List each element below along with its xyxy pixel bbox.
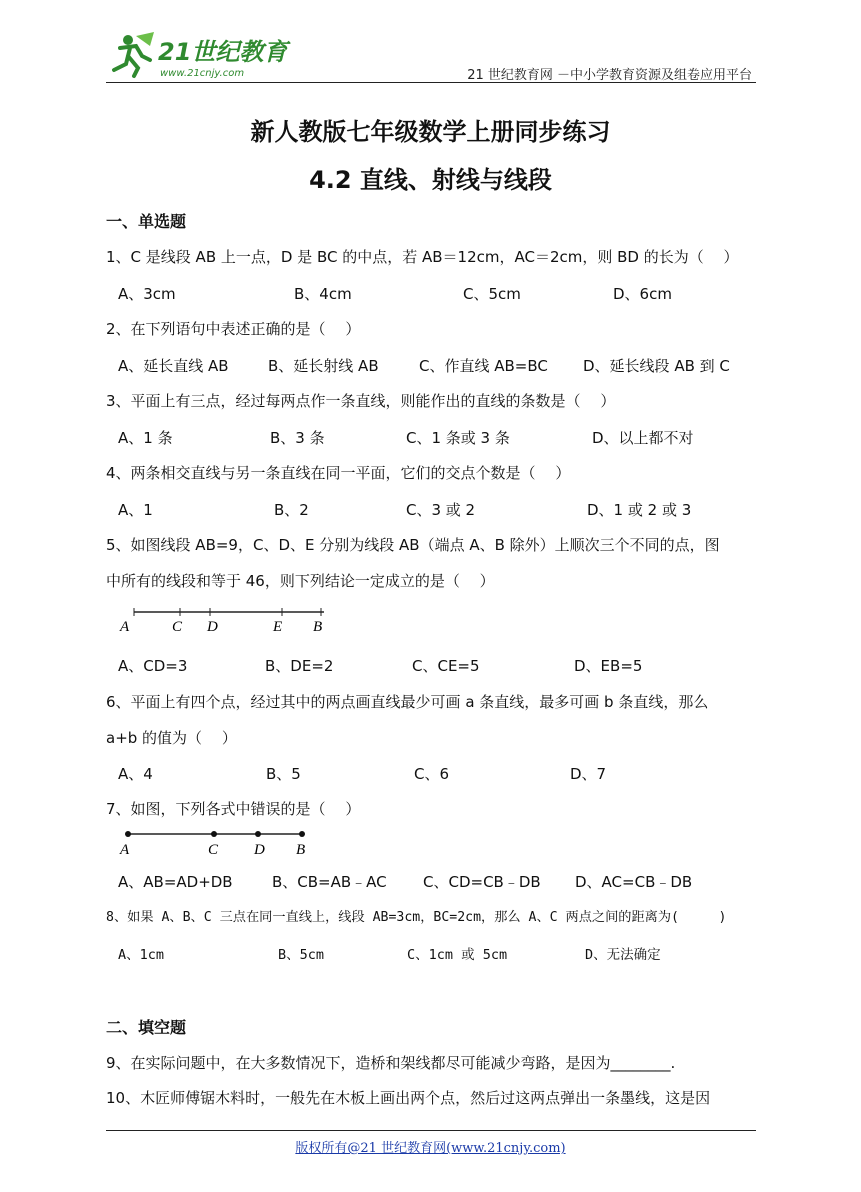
section-heading-fill-blank: 二、填空题 <box>106 1018 187 1037</box>
option-d: D、6cm <box>613 285 672 303</box>
point-label-e: E <box>273 619 283 635</box>
option-a: A、AB=AD+DB <box>118 873 233 891</box>
question-7-text: 7、如图，下列各式中错误的是（ ） <box>106 800 361 818</box>
question-9-text: 9、在实际问题中，在大多数情况下，造桥和架线都尽可能减少弯路，是因为________. <box>106 1054 676 1072</box>
option-a: A、4 <box>118 765 153 783</box>
point-label-d: D <box>207 619 218 635</box>
question-4-text: 4、两条相交直线与另一条直线在同一平面，它们的交点个数是（ ） <box>106 464 571 482</box>
option-a: A、1 <box>118 501 153 519</box>
option-d: D、延长线段 AB 到 C <box>583 357 730 375</box>
option-c: C、6 <box>414 765 450 783</box>
page-title: 新人教版七年级数学上册同步练习 <box>250 118 611 146</box>
option-c: C、5cm <box>463 285 521 303</box>
header-divider <box>106 82 756 83</box>
point-label-c: C <box>208 842 219 858</box>
option-c: C、1 条或 3 条 <box>406 429 510 447</box>
runner-icon <box>114 32 154 76</box>
question-5-segment-figure <box>114 603 344 635</box>
option-b: B、5 <box>266 765 301 783</box>
logo-url: www.21cnjy.com <box>160 68 245 79</box>
option-b: B、DE=2 <box>265 657 334 675</box>
page-header <box>106 30 756 82</box>
question-5-text-line1: 5、如图线段 AB=9，C、D、E 分别为线段 AB（端点 A、B 除外）上顺次三个不同的点，图 <box>106 536 720 554</box>
option-d: D、无法确定 <box>585 947 661 963</box>
question-2-text: 2、在下列语句中表述正确的是（ ） <box>106 320 361 338</box>
question-1-text: 1、C 是线段 AB 上一点，D 是 BC 的中点，若 AB＝12cm，AC＝2cm，则 BD 的长为（ ） <box>106 248 739 266</box>
option-c: C、CD=CB﹣DB <box>423 873 541 891</box>
point-label-a: A <box>120 842 130 858</box>
site-tagline: 21 世纪教育网 －中小学教育资源及组卷应用平台 <box>467 68 752 83</box>
footer-divider <box>106 1130 756 1131</box>
option-b: B、CB=AB﹣AC <box>272 873 387 891</box>
option-c: C、作直线 AB=BC <box>419 357 548 375</box>
question-6-text-line2: a+b 的值为（ ） <box>106 729 237 747</box>
point-label-c: C <box>172 619 183 635</box>
option-c: C、3 或 2 <box>406 501 476 519</box>
option-c: C、CE=5 <box>412 657 480 675</box>
option-a: A、CD=3 <box>118 657 188 675</box>
point-label-a: A <box>120 619 130 635</box>
question-7-segment-figure <box>114 826 324 858</box>
option-a: A、1cm <box>118 947 165 963</box>
option-b: B、4cm <box>294 285 352 303</box>
question-3-text: 3、平面上有三点，经过每两点作一条直线，则能作出的直线的条数是（ ） <box>106 392 616 410</box>
option-a: A、延长直线 AB <box>118 357 229 375</box>
logo <box>106 30 296 80</box>
option-a: A、3cm <box>118 285 176 303</box>
question-8-text: 8、如果 A、B、C 三点在同一直线上，线段 AB=3cm，BC=2cm，那么 A、C 两点之间的距离为( ) <box>106 910 727 925</box>
option-b: B、2 <box>274 501 309 519</box>
question-10-text: 10、木匠师傅锯木料时，一般先在木板上画出两个点，然后过这两点弹出一条墨线，这是因 <box>106 1089 711 1107</box>
point-label-b: B <box>296 842 306 858</box>
option-d: D、AC=CB﹣DB <box>575 873 693 891</box>
option-d: D、7 <box>570 765 607 783</box>
option-b: B、3 条 <box>270 429 325 447</box>
copyright-link[interactable]: 版权所有@21 世纪教育网(www.21cnjy.com) <box>295 1141 566 1156</box>
page-subtitle: 4.2 直线、射线与线段 <box>309 166 552 194</box>
option-a: A、1 条 <box>118 429 173 447</box>
section-heading-single-choice: 一、单选题 <box>106 212 187 231</box>
question-6-text-line1: 6、平面上有四个点，经过其中的两点画直线最少可画 a 条直线，最多可画 b 条直线，那么 <box>106 693 709 711</box>
option-d: D、以上都不对 <box>592 429 694 447</box>
option-d: D、1 或 2 或 3 <box>587 501 692 519</box>
option-d: D、EB=5 <box>574 657 643 675</box>
logo-text: 21世纪教育 <box>158 38 288 66</box>
option-b: B、5cm <box>278 947 325 963</box>
point-label-b: B <box>313 619 323 635</box>
option-b: B、延长射线 AB <box>268 357 379 375</box>
question-5-text-line2: 中所有的线段和等于 46，则下列结论一定成立的是（ ） <box>106 572 495 590</box>
option-c: C、1cm 或 5cm <box>407 947 508 963</box>
point-label-d: D <box>254 842 265 858</box>
